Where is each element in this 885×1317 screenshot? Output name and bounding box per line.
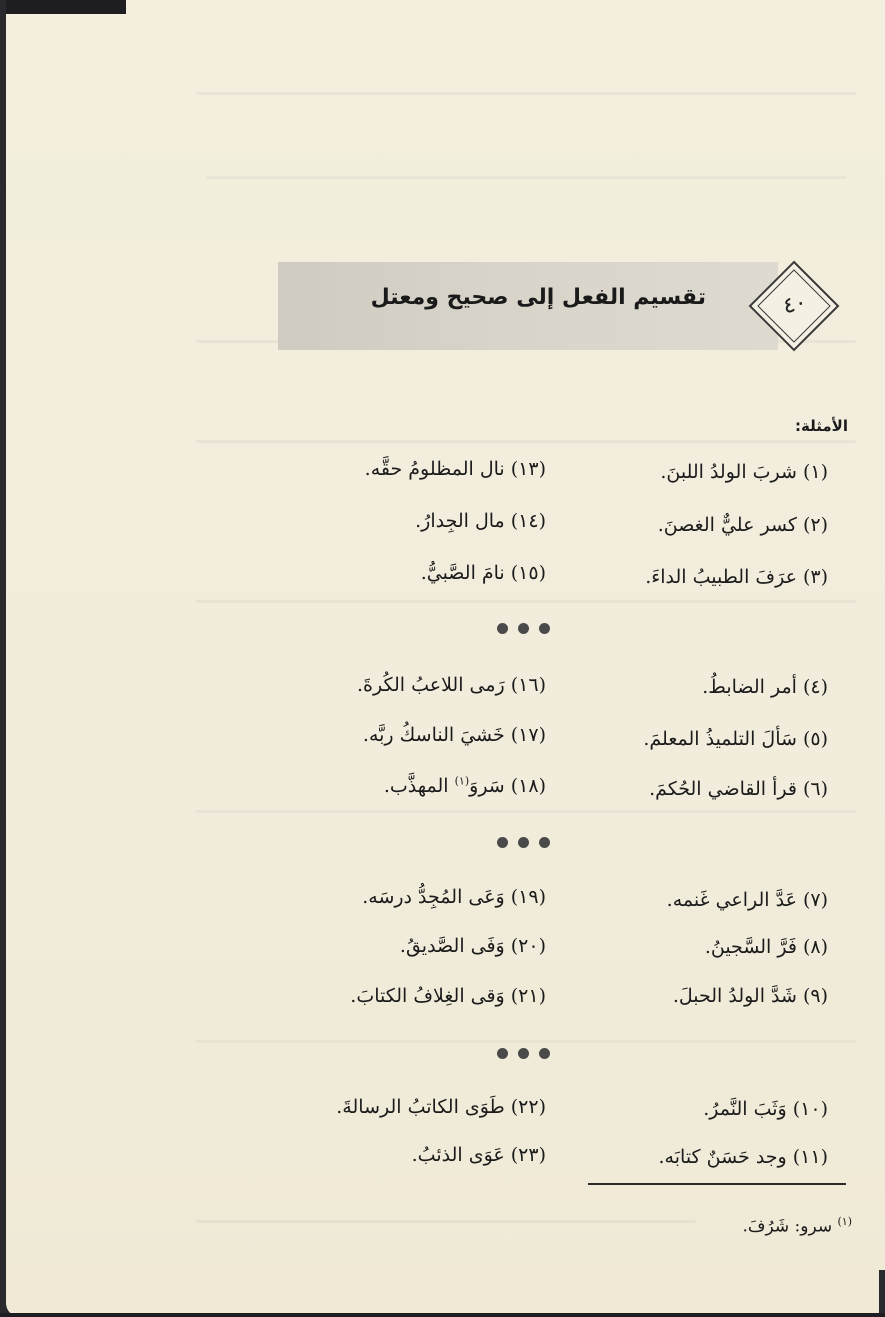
separator-dot (518, 837, 529, 848)
bleed-through (196, 810, 856, 813)
lesson-title: تقسيم الفعل إلى صحيح ومعتل (370, 285, 706, 310)
example-3: (٣)عرَفَ الطبيبُ الداءَ. (645, 566, 828, 588)
section-separator (489, 835, 559, 851)
book-page (6, 0, 885, 1317)
separator-dot (539, 623, 550, 634)
separator-dot (497, 623, 508, 634)
example-11: (١١)وجد حَسَنٌ كتابَه. (658, 1146, 828, 1168)
example-18: (١٨)سَروَ$^{(١)}$ المهذَّب. (383, 774, 546, 797)
example-14: (١٤)مال الجِدارُ. (415, 510, 546, 532)
example-6: (٦)قرأ القاضي الحُكمَ. (649, 778, 828, 800)
bleed-through (196, 600, 856, 603)
footnote-reference: (١) (454, 774, 470, 788)
example-5: (٥)سَألَ التلميذُ المعلمَ. (643, 728, 828, 750)
page-edge (879, 1270, 885, 1317)
example-15: (١٥)نامَ الصَّبيُّ. (420, 562, 546, 584)
separator-dot (497, 837, 508, 848)
lesson-number: ٤٠ (780, 289, 810, 320)
example-1: (١)شربَ الولدُ اللبنَ. (660, 461, 828, 483)
examples-heading: الأمثلة: (795, 417, 848, 435)
example-8: (٨)فَرَّ السَّجينُ. (704, 936, 828, 958)
separator-dot (539, 837, 550, 848)
page-corner-shadow (6, 0, 126, 14)
footnote-divider (588, 1183, 846, 1185)
example-22: (٢٢)طَوَى الكاتبُ الرسالةَ. (336, 1096, 546, 1118)
example-23: (٢٣)عَوَى الذئبُ. (411, 1144, 546, 1166)
example-4: (٤)أمر الضابطُ. (702, 676, 828, 698)
section-separator (489, 1046, 559, 1062)
footnote (606, 1206, 852, 1238)
example-9: (٩)شَدَّ الولدُ الحبلَ. (672, 985, 828, 1007)
bleed-through (196, 1040, 856, 1043)
example-17: (١٧)خَشيَ الناسكُ ربَّه. (362, 724, 546, 746)
footnote-text: سرو: شَرُفَ. (742, 1216, 833, 1237)
bleed-through (196, 440, 856, 443)
example-10: (١٠)وَثَبَ النَّمرُ. (703, 1098, 828, 1120)
bleed-through (206, 176, 846, 179)
bleed-through (196, 92, 856, 95)
separator-dot (518, 623, 529, 634)
separator-dot (539, 1048, 550, 1059)
example-19: (١٩)وَعَى المُجِدُّ درسَه. (362, 886, 546, 908)
example-21: (٢١)وَقى الغِلافُ الكتابَ. (350, 985, 546, 1007)
section-separator (489, 621, 559, 637)
page-bottom-shadow (0, 1313, 885, 1317)
example-2: (٢)كسر عليٌّ الغصنَ. (657, 514, 828, 536)
footnote-marker: (١) (837, 1215, 852, 1228)
example-20: (٢٠)وَفَى الصَّديقُ. (399, 935, 546, 957)
example-7: (٧)عَدَّ الراعي غَنمه. (666, 889, 828, 911)
separator-dot (497, 1048, 508, 1059)
example-16: (١٦)رَمى اللاعبُ الكُرةَ. (357, 674, 546, 696)
example-13: (١٣)نال المظلومُ حقَّه. (364, 458, 546, 480)
separator-dot (518, 1048, 529, 1059)
